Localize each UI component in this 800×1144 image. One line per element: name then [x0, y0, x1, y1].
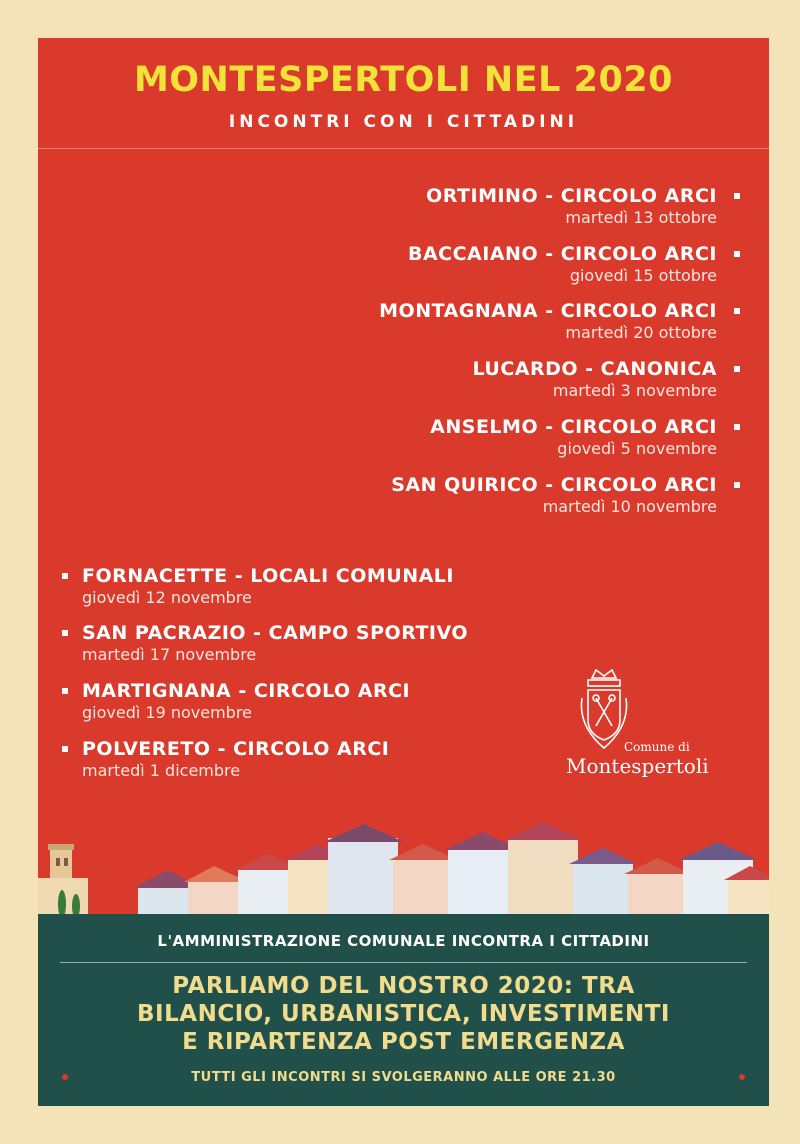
banner-divider — [60, 962, 747, 963]
bullet-icon — [734, 366, 740, 372]
event-place: BACCAIANO - CIRCOLO ARCI — [407, 243, 717, 265]
header — [38, 38, 769, 148]
bullet-icon — [734, 424, 740, 430]
comune-logo — [566, 668, 746, 788]
tower-icon — [38, 844, 88, 918]
event-place: SAN QUIRICO - CIRCOLO ARCI — [391, 474, 717, 496]
bullet-icon — [62, 573, 68, 579]
bullet-icon — [734, 482, 740, 488]
bullet-icon — [734, 193, 740, 199]
event-place: LUCARDO - CANONICA — [472, 358, 717, 380]
event-item — [82, 564, 454, 608]
bullet-icon — [62, 688, 68, 694]
banner-main-text — [38, 972, 769, 1056]
header-divider — [38, 148, 769, 149]
event-place: ANSELMO - CIRCOLO ARCI — [430, 416, 717, 438]
event-date: giovedì 19 novembre — [82, 703, 252, 722]
page-subtitle: INCONTRI CON I CITTADINI — [228, 112, 579, 132]
event-place: POLVERETO - CIRCOLO ARCI — [82, 738, 390, 760]
event-place: SAN PACRAZIO - CAMPO SPORTIVO — [82, 622, 469, 644]
town-illustration — [38, 818, 769, 918]
event-place: MONTAGNANA - CIRCOLO ARCI — [379, 300, 717, 322]
dot-icon — [739, 1074, 745, 1080]
event-item — [408, 242, 717, 286]
houses-icon — [134, 822, 769, 918]
event-place: ORTIMINO - CIRCOLO ARCI — [426, 185, 717, 207]
banner-main-line: BILANCIO, URBANISTICA, INVESTIMENTI — [137, 1001, 670, 1027]
banner-main-line: E RIPARTENZA POST EMERGENZA — [182, 1029, 625, 1055]
event-date: martedì 3 novembre — [552, 381, 717, 400]
event-date: giovedì 12 novembre — [82, 588, 252, 607]
event-date: martedì 17 novembre — [82, 645, 257, 664]
bullet-icon — [62, 630, 68, 636]
event-item — [473, 357, 718, 401]
event-place: MARTIGNANA - CIRCOLO ARCI — [82, 680, 411, 702]
event-date: martedì 10 novembre — [542, 497, 717, 516]
event-item — [82, 679, 410, 723]
poster — [38, 38, 769, 1106]
event-date: martedì 20 ottobre — [565, 323, 717, 342]
event-date: martedì 1 dicembre — [82, 761, 241, 780]
bullet-icon — [734, 308, 740, 314]
banner-main-line: PARLIAMO DEL NOSTRO 2020: TRA — [172, 973, 635, 999]
event-date: giovedì 15 ottobre — [569, 266, 717, 285]
banner-note: TUTTI GLI INCONTRI SI SVOLGERANNO ALLE ORE 21.30 — [191, 1070, 616, 1085]
event-item — [391, 473, 717, 517]
event-item — [82, 737, 389, 781]
event-item — [379, 299, 717, 343]
event-date: giovedì 5 novembre — [557, 439, 717, 458]
info-banner — [38, 914, 769, 1106]
event-place: FORNACETTE - LOCALI COMUNALI — [82, 565, 454, 587]
bullet-icon — [734, 251, 740, 257]
event-date: martedì 13 ottobre — [565, 208, 717, 227]
page-title: MONTESPERTOLI NEL 2020 — [133, 60, 674, 100]
event-item — [82, 621, 468, 665]
logo-city-text: Montespertoli — [566, 754, 709, 778]
bullet-icon — [62, 746, 68, 752]
event-item — [426, 184, 717, 228]
banner-heading: L'AMMINISTRAZIONE COMUNALE INCONTRA I CITTADINI — [157, 932, 650, 950]
logo-comune-text: Comune di — [624, 740, 690, 754]
event-item — [430, 415, 717, 459]
